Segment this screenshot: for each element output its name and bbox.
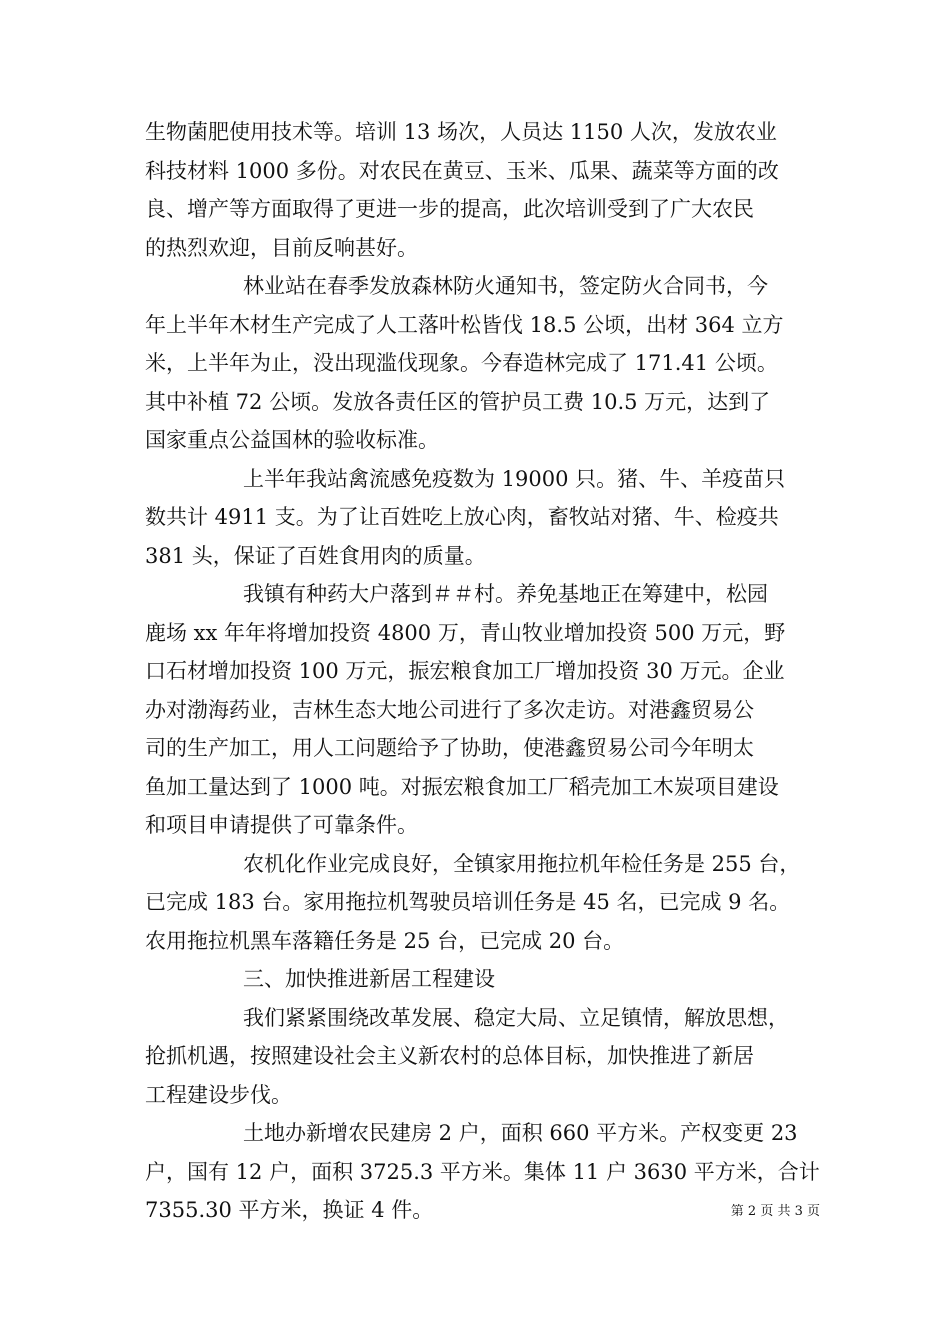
text-line: 已完成 183 台。家用拖拉机驾驶员培训任务是 45 名，已完成 9 名。 bbox=[145, 890, 791, 914]
text-line: 办对渤海药业，吉林生态大地公司进行了多次走访。对港鑫贸易公 bbox=[145, 697, 754, 722]
paragraph-agri-machinery bbox=[145, 845, 810, 961]
text-line: 良、增产等方面取得了更进一步的提高，此次培训受到了广大农民 bbox=[145, 197, 754, 221]
text-line-first: 我镇有种药大户落到＃＃村。养免基地正在筹建中，松园 bbox=[243, 582, 768, 606]
paragraph-new-housing bbox=[145, 999, 810, 1115]
text-line: 鱼加工量达到了 1000 吨。对振宏粮食加工厂稻壳加工木炭项目建设 bbox=[145, 774, 779, 799]
text-line: 7355.30 平方米，换证 4 件。 bbox=[145, 1198, 434, 1222]
paragraph-livestock bbox=[145, 460, 810, 576]
section-heading-text: 三、加快推进新居工程建设 bbox=[243, 967, 495, 991]
section-heading bbox=[145, 960, 810, 999]
text-line: 其中补植 72 公顷。发放各责任区的管护员工费 10.5 万元，达到了 bbox=[145, 389, 771, 414]
text-line: 米，上半年为止，没出现滥伐现象。今春造林完成了 171.41 公顷。 bbox=[145, 351, 778, 375]
text-line: 口石材增加投资 100 万元，振宏粮食加工厂增加投资 30 万元。企业 bbox=[145, 659, 785, 683]
paragraph-forestry bbox=[145, 267, 810, 460]
text-line: 国家重点公益国林的验收标准。 bbox=[145, 428, 439, 452]
paragraph-training bbox=[145, 113, 810, 267]
text-line: 抢抓机遇，按照建设社会主义新农村的总体目标，加快推进了新居 bbox=[145, 1044, 754, 1068]
text-line: 生物菌肥使用技术等。培训 13 场次，人员达 1150 人次，发放农业 bbox=[145, 120, 777, 144]
text-line: 科技材料 1000 多份。对农民在黄豆、玉米、瓜果、蔬菜等方面的改 bbox=[145, 158, 779, 183]
paragraph-investment bbox=[145, 575, 810, 845]
text-line: 农用拖拉机黑车落籍任务是 25 台，已完成 20 台。 bbox=[145, 928, 625, 953]
text-line: 和项目申请提供了可靠条件。 bbox=[145, 813, 418, 837]
text-line-first: 林业站在春季发放森林防火通知书，签定防火合同书，今 bbox=[243, 274, 768, 298]
text-line: 工程建设步伐。 bbox=[145, 1082, 292, 1107]
text-line-first: 农机化作业完成良好，全镇家用拖拉机年检任务是 255 台， bbox=[243, 851, 801, 876]
text-line-first: 我们紧紧围绕改革发展、稳定大局、立足镇情，解放思想， bbox=[243, 1005, 789, 1030]
text-line: 户，国有 12 户，面积 3725.3 平方米。集体 11 户 3630 平方米，合计 bbox=[145, 1159, 820, 1184]
document-body bbox=[145, 113, 820, 1230]
text-line: 司的生产加工，用人工问题给予了协助，使港鑫贸易公司今年明太 bbox=[145, 736, 754, 760]
text-line: 381 头，保证了百姓食用肉的质量。 bbox=[145, 543, 486, 568]
page-number: 第 2 页 共 3 页 bbox=[730, 1204, 820, 1219]
text-line-first: 土地办新增农民建房 2 户，面积 660 平方米。产权变更 23 bbox=[243, 1121, 798, 1145]
text-line: 的热烈欢迎，目前反响甚好。 bbox=[145, 235, 418, 260]
text-line: 数共计 4911 支。为了让百姓吃上放心肉，畜牧站对猪、牛、检疫共 bbox=[145, 505, 779, 529]
text-line: 鹿场 xx 年年将增加投资 4800 万，青山牧业增加投资 500 万元，野 bbox=[145, 620, 786, 645]
text-line-first: 上半年我站禽流感免疫数为 19000 只。猪、牛、羊疫苗只 bbox=[243, 466, 786, 491]
text-line: 年上半年木材生产完成了人工落叶松皆伐 18.5 公顷，出材 364 立方 bbox=[145, 312, 784, 337]
